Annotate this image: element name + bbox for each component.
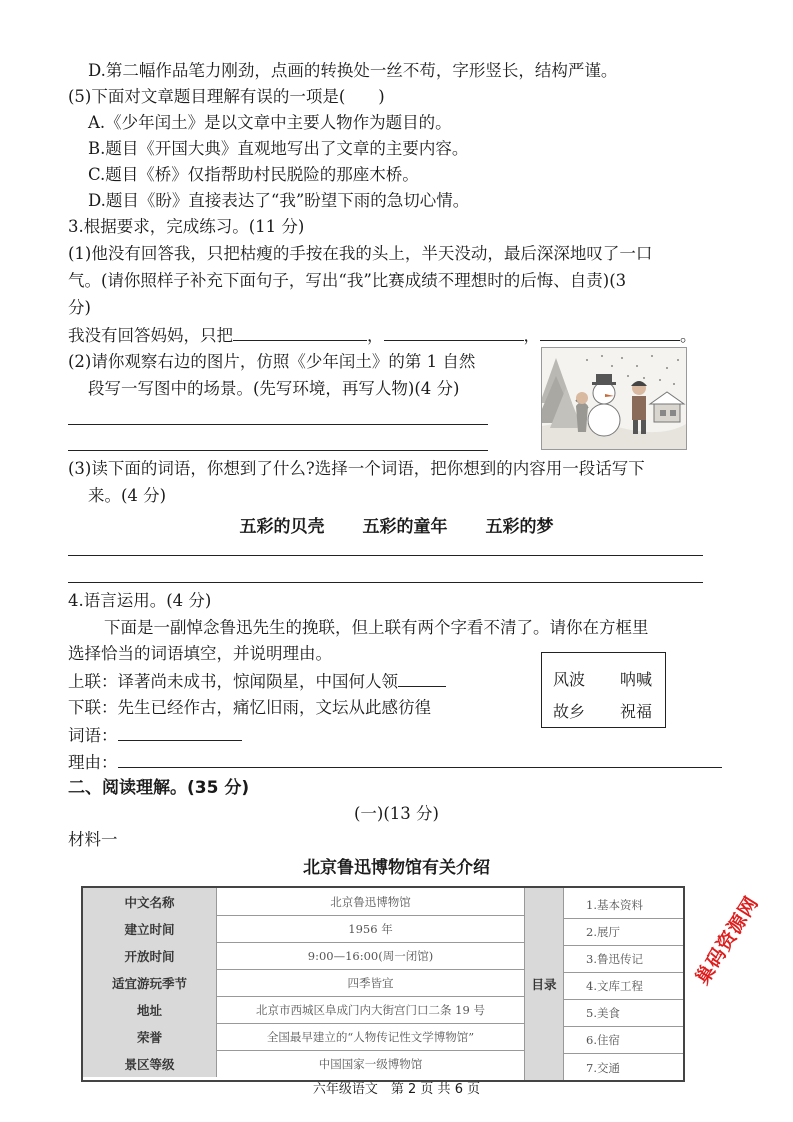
- snow-scene-illustration: [542, 348, 686, 449]
- answer-blank-3[interactable]: [540, 324, 680, 341]
- word-choice: 五彩的贝壳: [239, 517, 325, 537]
- table-row: [83, 969, 524, 997]
- question-3-1-line3: 分): [68, 298, 91, 317]
- option-c: C.题目《桥》仅指帮助村民脱险的那座木桥。: [88, 165, 419, 184]
- question-4-instruction-1: 下面是一副悼念鲁迅先生的挽联，但上联有两个字看不清了。请你在方框里: [104, 618, 649, 637]
- fill-sentence: [68, 324, 697, 347]
- row-label: 适宜游玩季节: [83, 969, 217, 996]
- word-option-box: [541, 652, 666, 728]
- question-5: (5)下面对文章题目理解有误的一项是( ): [68, 87, 385, 106]
- row-label: 建立时间: [83, 915, 217, 942]
- question-3-2-line2: 段写一写图中的场景。(先写环境，再写人物)(4 分): [88, 379, 460, 398]
- question-3-1-line2: 气。(请你照样子补充下面句子，写出“我”比赛成绩不理想时的后悔、自责)(3: [68, 271, 627, 290]
- word-answer-blank[interactable]: [118, 724, 242, 741]
- row-value: 全国最早建立的“人物传记性文学博物馆”: [266, 1029, 475, 1044]
- material-label: 材料一: [68, 830, 118, 849]
- period: 。: [680, 326, 697, 345]
- table-row: [83, 1023, 524, 1051]
- toc-item: 5.美食: [564, 1000, 683, 1027]
- row-label: 地址: [83, 996, 217, 1023]
- option-a: A.《少年闰土》是以文章中主要人物作为题目的。: [88, 113, 452, 132]
- couplet-upper-text: 上联：译著尚未成书，惊闻陨星，中国何人领: [68, 672, 398, 691]
- toc-item: 3.鲁迅传记: [564, 946, 683, 973]
- option-b: B.题目《开国大典》直观地写出了文章的主要内容。: [88, 139, 469, 158]
- row-label: 中文名称: [83, 888, 217, 915]
- toc-item: 4.文库工程: [564, 973, 683, 1000]
- toc-item: 6.住宿: [564, 1027, 683, 1054]
- row-value: 1956 年: [348, 921, 393, 936]
- word-answer: [68, 724, 242, 747]
- word-choices: [0, 512, 793, 537]
- answer-blank-1[interactable]: [233, 324, 367, 341]
- answer-line[interactable]: [68, 582, 703, 583]
- answer-line[interactable]: [68, 424, 488, 425]
- word-answer-label: 词语：: [68, 726, 118, 745]
- toc-label: 目录: [524, 888, 564, 1080]
- word-option: 风波: [553, 670, 586, 689]
- toc-item: 1.基本资料: [564, 892, 683, 919]
- row-label: 开放时间: [83, 942, 217, 969]
- question-3-3-line2: 来。(4 分): [88, 486, 167, 505]
- table-title: 北京鲁迅博物馆有关介绍: [303, 858, 490, 878]
- table-row: [83, 996, 524, 1024]
- toc-item: 2.展厅: [564, 919, 683, 946]
- part-1-heading: (一)(13 分): [354, 804, 439, 823]
- row-value: 北京市西城区阜成门内大街宫门口二条 19 号: [256, 1002, 485, 1017]
- couplet-lower: 下联：先生已经作古，痛忆旧雨，文坛从此感彷徨: [68, 698, 431, 717]
- toc-item: 7.交通: [586, 1060, 620, 1075]
- option-d-text: D.第二幅作品笔力刚劲，点画的转换处一丝不苟，字形竖长，结构严谨。: [88, 61, 618, 80]
- word-option: 故乡: [553, 702, 586, 721]
- table-row: [83, 915, 524, 943]
- table-row: [83, 888, 524, 916]
- answer-line[interactable]: [68, 555, 703, 556]
- table-row: [83, 942, 524, 970]
- word-choice: 五彩的梦: [485, 517, 554, 537]
- row-value: 四季皆宜: [347, 975, 394, 990]
- row-value: 中国国家一级博物馆: [318, 1056, 423, 1071]
- comma-1: ，: [367, 326, 384, 345]
- table-row: [83, 1050, 524, 1077]
- watermark-stamp: 巢码资源网: [691, 892, 764, 989]
- row-label: 荣誉: [83, 1023, 217, 1050]
- row-value: 9:00—16:00(周一闭馆): [307, 948, 434, 963]
- question-3-1-line1: (1)他没有回答我，只把枯瘦的手按在我的头上，半天没动，最后深深地叹了一口: [68, 244, 653, 263]
- question-3: 3.根据要求，完成练习。(11 分): [68, 217, 305, 236]
- row-label: 景区等级: [83, 1050, 217, 1077]
- question-4: 4.语言运用。(4 分): [68, 591, 212, 610]
- section-2-heading: 二、阅读理解。(35 分): [68, 778, 250, 798]
- reason-answer: [68, 751, 722, 774]
- answer-blank-2[interactable]: [384, 324, 524, 341]
- word-option: 呐喊: [620, 670, 653, 689]
- snowman-picture: [541, 347, 687, 450]
- comma-2: ，: [523, 326, 540, 345]
- couplet-blank[interactable]: [398, 670, 446, 687]
- option-d: D.题目《盼》直接表达了“我”盼望下雨的急切心情。: [88, 191, 470, 210]
- page-footer: 六年级语文 第 2 页 共 6 页: [312, 1082, 481, 1097]
- word-choice: 五彩的童年: [362, 517, 448, 537]
- answer-line[interactable]: [68, 450, 488, 451]
- question-3-3-line1: (3)读下面的词语，你想到了什么?选择一个词语，把你想到的内容用一段话写下: [68, 459, 645, 478]
- question-4-instruction-2: 选择恰当的词语填空，并说明理由。: [68, 644, 332, 663]
- fill-sentence-prefix: 我没有回答妈妈，只把: [68, 326, 233, 345]
- couplet-upper: [68, 670, 446, 693]
- row-value: 北京鲁迅博物馆: [330, 894, 411, 909]
- question-3-2-line1: (2)请你观察右边的图片，仿照《少年闰土》的第 1 自然: [68, 352, 476, 371]
- museum-info-table: [81, 886, 685, 1082]
- reason-answer-blank[interactable]: [118, 751, 722, 768]
- word-option: 祝福: [620, 702, 653, 721]
- reason-answer-label: 理由：: [68, 753, 118, 772]
